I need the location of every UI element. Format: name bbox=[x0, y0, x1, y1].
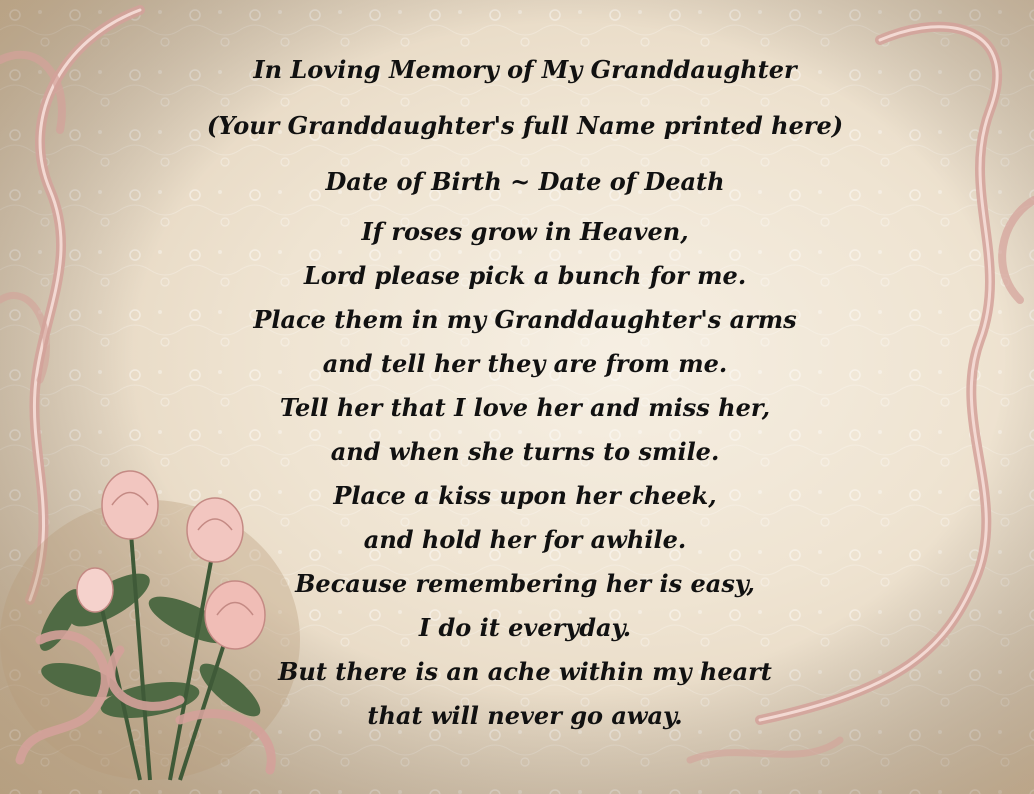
poem-line: and tell her they are from me. bbox=[322, 349, 728, 378]
poem-line: and when she turns to smile. bbox=[330, 437, 720, 466]
memorial-title: In Loving Memory of My Granddaughter bbox=[253, 55, 797, 84]
poem-text-block bbox=[150, 42, 900, 738]
poem-line: Because remembering her is easy, bbox=[295, 569, 755, 598]
poem-line: But there is an ache within my heart bbox=[278, 657, 772, 686]
poem-line: and hold her for awhile. bbox=[363, 525, 687, 554]
granddaughter-name-placeholder: (Your Granddaughter's full Name printed here) bbox=[206, 111, 844, 140]
poem-line: I do it everyday. bbox=[418, 613, 632, 642]
poem-line: Lord please pick a bunch for me. bbox=[303, 261, 747, 290]
poem-line: Place them in my Granddaughter's arms bbox=[253, 305, 797, 334]
poem-line: If roses grow in Heaven, bbox=[361, 217, 689, 246]
birth-death-dates: Date of Birth ~ Date of Death bbox=[325, 167, 725, 196]
poem-line: Tell her that I love her and miss her, bbox=[279, 393, 771, 422]
poem-line: that will never go away. bbox=[367, 701, 683, 730]
poem-line: Place a kiss upon her cheek, bbox=[333, 481, 717, 510]
